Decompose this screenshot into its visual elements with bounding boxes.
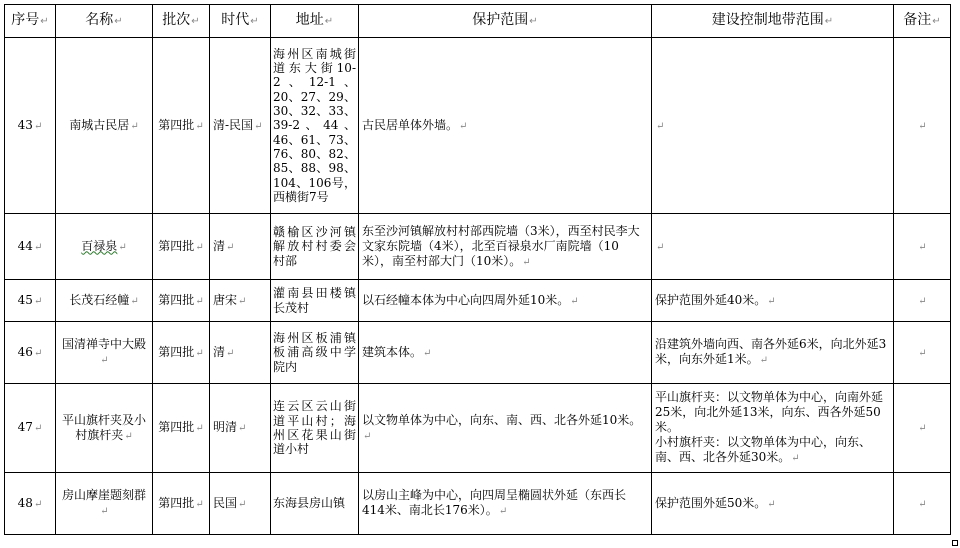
cell-era: 唐宋↵ xyxy=(210,280,271,322)
cell-name: 百禄泉↵ xyxy=(56,214,153,280)
cell-batch: 第四批↵ xyxy=(153,473,210,535)
cell-address: 海州区板浦镇板浦高级中学院内 xyxy=(271,322,359,384)
header-index: 序号↵ xyxy=(5,5,56,38)
cell-protection: 建筑本体。↵ xyxy=(359,322,652,384)
cell-protection: 以石经幢本体为中心向四周外延10米。↵ xyxy=(359,280,652,322)
cell-control: 保护范围外延50米。↵ xyxy=(652,473,894,535)
cell-name: 长茂石经幢↵ xyxy=(56,280,153,322)
cell-index: 43↵ xyxy=(5,38,56,214)
cell-notes: ↵ xyxy=(894,384,951,473)
cell-index: 45↵ xyxy=(5,280,56,322)
cell-name: 平山旗杆夹及小村旗杆夹↵ xyxy=(56,384,153,473)
table-row xyxy=(5,384,951,473)
header-row xyxy=(5,5,951,38)
header-name: 名称↵ xyxy=(56,5,153,38)
header-address: 地址↵ xyxy=(271,5,359,38)
cell-address: 赣榆区沙河镇解放村村委会村部 xyxy=(271,214,359,280)
cell-notes: ↵ xyxy=(894,280,951,322)
table-row xyxy=(5,322,951,384)
cell-notes: ↵ xyxy=(894,322,951,384)
header-era: 时代↵ xyxy=(210,5,271,38)
cell-control: 保护范围外延40米。↵ xyxy=(652,280,894,322)
cell-batch: 第四批↵ xyxy=(153,38,210,214)
table-row xyxy=(5,280,951,322)
cell-index: 48↵ xyxy=(5,473,56,535)
cell-control: ↵ xyxy=(652,214,894,280)
cell-index: 47↵ xyxy=(5,384,56,473)
cell-batch: 第四批↵ xyxy=(153,280,210,322)
table-row xyxy=(5,214,951,280)
cell-era: 民国↵ xyxy=(210,473,271,535)
cell-address: 灌南县田楼镇长茂村 xyxy=(271,280,359,322)
cell-name: 房山摩崖题刻群↵ xyxy=(56,473,153,535)
cell-control: 沿建筑外墙向西、南各外延6米，向北外延3米，向东外延1米。↵ xyxy=(652,322,894,384)
cell-index: 44↵ xyxy=(5,214,56,280)
cell-protection: 古民居单体外墙。↵ xyxy=(359,38,652,214)
cell-batch: 第四批↵ xyxy=(153,214,210,280)
table-row xyxy=(5,38,951,214)
cell-address: 连云区云山街道平山村；海州区花果山街道小村 xyxy=(271,384,359,473)
cell-notes: ↵ xyxy=(894,214,951,280)
table-row xyxy=(5,473,951,535)
control-line: 平山旗杆夹：以文物单体为中心，向南外延25米，向北外延13米，向东、西各外延50米。 xyxy=(655,390,884,434)
table-end-marker xyxy=(952,540,958,546)
header-control: 建设控制地带范围↵ xyxy=(652,5,894,38)
header-protection: 保护范围↵ xyxy=(359,5,652,38)
cell-era: 清↵ xyxy=(210,214,271,280)
cell-notes: ↵ xyxy=(894,38,951,214)
cell-protection: 东至沙河镇解放村村部西院墙（3米），西至村民李大文家东院墙（4米），北至百禄泉水厂南院墙（10米），南至村部大门（10米）。↵ xyxy=(359,214,652,280)
cell-address: 东海县房山镇 xyxy=(271,473,359,535)
cell-index: 46↵ xyxy=(5,322,56,384)
cell-name: 南城古民居↵ xyxy=(56,38,153,214)
cell-name: 国清禅寺中大殿↵ xyxy=(56,322,153,384)
cell-batch: 第四批↵ xyxy=(153,384,210,473)
cell-era: 明清↵ xyxy=(210,384,271,473)
cell-address: 海州区南城街道东大街10-2、12-1、20、27、29、30、32、33、39-2、44、46、61、73、76、80、82、85、88、98、104、106号，西横街7号 xyxy=(271,38,359,214)
header-batch: 批次↵ xyxy=(153,5,210,38)
cell-notes: ↵ xyxy=(894,473,951,535)
cell-protection: 以房山主峰为中心，向四周呈椭圆状外延（东西长414米、南北长176米）。↵ xyxy=(359,473,652,535)
control-line: 小村旗杆夹：以文物单体为中心，向东、南、西、北各外延30米。↵ xyxy=(655,435,872,464)
cell-control: ↵ xyxy=(652,38,894,214)
heritage-table xyxy=(4,4,951,535)
header-notes: 备注↵ xyxy=(894,5,951,38)
cell-batch: 第四批↵ xyxy=(153,322,210,384)
cell-era: 清↵ xyxy=(210,322,271,384)
cell-era: 清-民国↵ xyxy=(210,38,271,214)
cell-control xyxy=(652,384,894,473)
cell-protection: 以文物单体为中心，向东、南、西、北各外延10米。↵ xyxy=(359,384,652,473)
